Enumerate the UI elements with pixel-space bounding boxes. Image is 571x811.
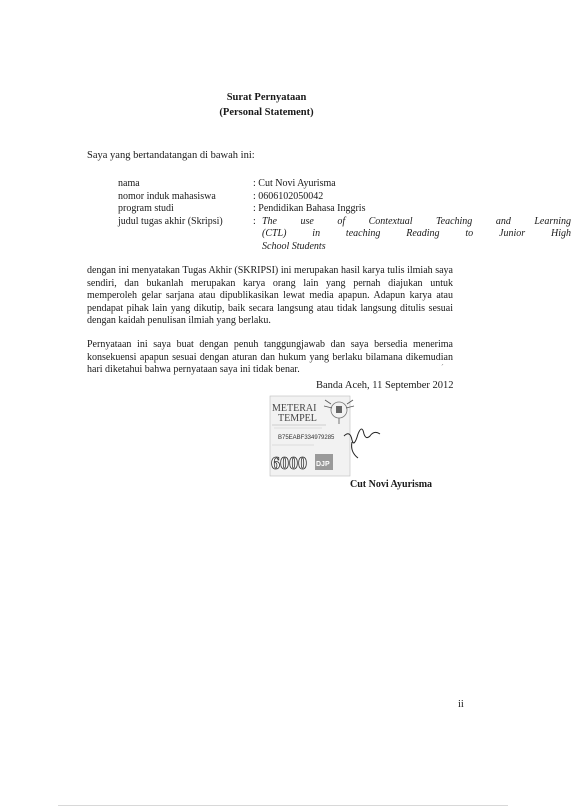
info-label: nomor induk mahasiswa [118,190,216,202]
info-value: : Cut Novi Ayurisma [253,178,336,189]
thesis-title-line: The use of Contextual Teaching and Learning [262,215,571,227]
intro-text: Saya yang bertandatangan di bawah ini: [87,150,255,161]
document-subtitle: (Personal Statement) [219,107,314,118]
thesis-title-line: School Students [262,240,326,252]
responsibility-paragraph: Pernyataan ini saya buat dengan penuh tanggungjawab dan saya bersedia menerima konsekuensi apapun sesuai dengan aturan dan hukum yang berlaku bilamana dikemudian hari diketahui bahwa pernyataan saya ini tidak benar. [87,339,453,376]
thesis-colon: : [253,215,256,227]
info-value: : Pendidikan Bahasa Inggris [253,203,366,215]
stamp-serial: B75EABF334979285 [278,435,335,441]
info-label: program studi [118,203,174,215]
stamp-graphic [268,392,388,478]
revenue-stamp [268,392,388,478]
thesis-title-line: (CTL) in teaching Reading to Junior High [262,228,571,240]
stamp-currency: DJP [316,461,330,468]
page-number: ii [458,699,464,710]
stamp-value: 6000 [271,453,307,473]
thesis-title [253,216,571,254]
scan-edge [58,805,508,806]
info-label: judul tugas akhir (Skripsi) [118,215,223,227]
stamp-line1: METERAI [272,403,317,414]
info-label: nama [118,178,140,189]
info-value: : 0606102050042 [253,190,324,202]
stamp-line2: TEMPEL [278,413,317,424]
document-title: Surat Pernyataan [226,92,307,103]
pen-mark: ˊ [441,363,444,372]
place-date: Banda Aceh, 11 September 2012 [316,380,454,391]
declaration-paragraph: dengan ini menyatakan Tugas Akhir (SKRIPSI) ini merupakan hasil karya tulis ilmiah saya sendiri, dan bukanlah merupakan karya orang lain yang pernah diajukan untuk memperoleh gelar sarjana atau dipublikasikan lewat media apapun. Adapun karya atau pendapat pihak lain yang dikutip, baik secara langsung atau tidak langsung ditulis sesuai dengan kaidah penulisan ilmiah yang berlaku. [87,265,453,327]
signer-name: Cut Novi Ayurisma [350,479,433,490]
